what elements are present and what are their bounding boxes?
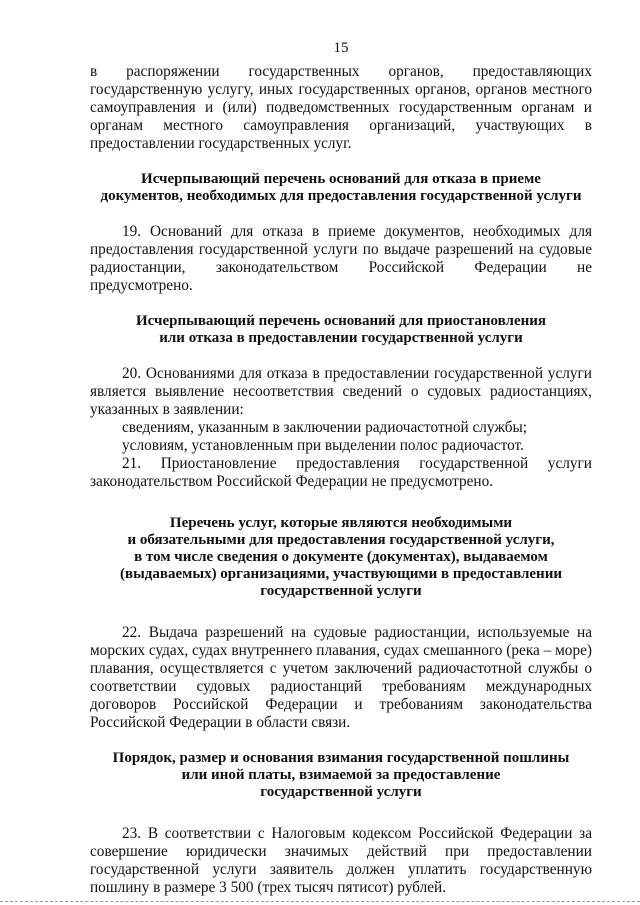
heading-line: (выдаваемых) организациями, участвующими в предоставлении xyxy=(119,566,562,582)
section-heading-required-services xyxy=(90,515,592,600)
heading-line: и обязательными для предоставления государственной услуги, xyxy=(127,532,555,548)
heading-line: Исчерпывающий перечень оснований для приостановления xyxy=(135,313,547,329)
heading-line: в том числе сведения о документе (документах), выдаваемом xyxy=(134,549,548,565)
paragraph-22: 22. Выдача разрешений на судовые радиостанции, используемые на морских судах, судах внутреннего плавания, судах смешанного (река – море) плавания, осуществляется с учетом заключений радиочастотной службы о соответствии судовых радиостанций требованиям международных договоров Российской Федерации и требованиям законодательства Российской Федерации в области связи. xyxy=(90,624,592,731)
paragraph-intro: в распоряжении государственных органов, предоставляющих государственную услугу, иных государственных органов, органов местного самоуправления и (или) подведомственных государственным органам и органам местного самоуправления организаций, участвующих в предоставлении государственных услуг. xyxy=(90,63,592,152)
section-heading-state-fee xyxy=(90,750,592,801)
paragraph-21: 21. Приостановление предоставления государственной услуги законодательством Российской Федерации не предусмотрено. xyxy=(90,455,592,490)
heading-line: или отказа в предоставлении государственной услуги xyxy=(159,330,523,346)
heading-line: Перечень услуг, которые являются необходимыми xyxy=(169,515,513,531)
section-heading-refusal-acceptance xyxy=(90,171,592,205)
heading-line: или иной платы, взимаемой за предоставление xyxy=(181,767,501,783)
heading-line: Исчерпывающий перечень оснований для отказа в приеме xyxy=(141,171,541,187)
heading-line: государственной услуги xyxy=(260,784,422,800)
list-item: условиям, установленным при выделении полос радиочастот. xyxy=(122,437,524,454)
paragraph-23: 23. В соответствии с Налоговым кодексом Российской Федерации за совершение юридически значимых действий при предоставлении государственной услуги заявитель должен уплатить государственную пошлину в размере 3 500 (трех тысяч пятисот) рублей. xyxy=(90,825,592,896)
section-heading-suspension-refusal xyxy=(90,313,592,347)
heading-line: документов, необходимых для предоставления государственной услуги xyxy=(100,188,582,204)
heading-line: Порядок, размер и основания взимания государственной пошлины xyxy=(112,750,570,766)
list-item: сведениям, указанным в заключении радиочастотной службы; xyxy=(122,419,528,436)
heading-line: государственной услуги xyxy=(260,583,422,599)
page-number: 15 xyxy=(333,40,349,56)
paragraph-20: 20. Основаниями для отказа в предоставлении государственной услуги является выявление несоответствия сведений о судовых радиостанциях, указанных в заявлении: xyxy=(90,365,592,418)
scan-edge-divider xyxy=(0,901,640,902)
paragraph-19: 19. Оснований для отказа в приеме документов, необходимых для предоставления государственной услуги по выдаче разрешений на судовые радиостанции, законодательством Российской Федерации не предусмотрено. xyxy=(90,223,592,294)
